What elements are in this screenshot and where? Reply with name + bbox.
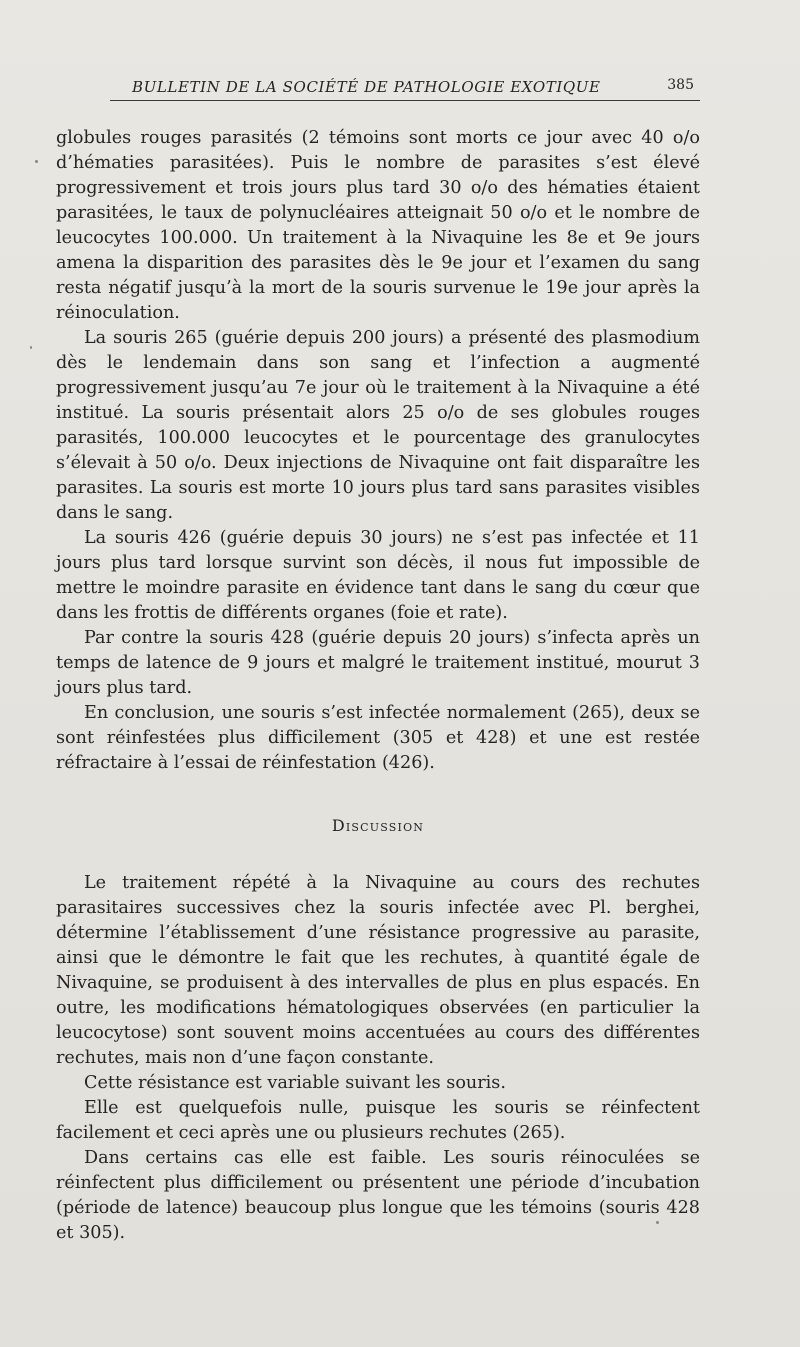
running-header xyxy=(110,76,700,101)
section-title-discussion: Discussion xyxy=(331,816,425,835)
page-number: 385 xyxy=(667,77,694,93)
paragraph-discussion-2: Cette résistance est variable suivant les souris. xyxy=(84,1073,506,1093)
paper-speck xyxy=(35,160,38,163)
paragraph-souris-428: Par contre la souris 428 (guérie depuis 20 jours) s’infecta après un temps de latence de 9 jours et malgré le traitement institué, mourut 3 jours plus tard. xyxy=(56,628,700,698)
paragraph-souris-426: La souris 426 (guérie depuis 30 jours) ne s’est pas infectée et 11 jours plus tard lorsque survint son décès, il nous fut impossible de mettre le moindre parasite en évidence tant dans le sang du cœur que dans les frottis de différents organes (foie et rate). xyxy=(56,528,700,623)
paragraph-souris-265: La souris 265 (guérie depuis 200 jours) a présenté des plasmodium dès le lendemain dans son sang et l’infection a augmenté progressivement jusqu’au 7e jour où le traitement à la Nivaquine a été institué. La souris présentait alors 25 o/o de ses globules rouges parasités, 100.000 leucocytes et le pourcentage des granulocytes s’élevait à 50 o/o. Deux injections de Nivaquine ont fait disparaître les parasites. La souris est morte 10 jours plus tard sans parasites visibles dans le sang. xyxy=(56,328,700,523)
paragraph-discussion-1: Le traitement répété à la Nivaquine au cours des rechutes parasitaires successives chez la souris infectée avec Pl. berghei, détermine l’établissement d’une résistance progressive au parasite, ainsi que le démontre le fait que les rechutes, à quantité égale de Nivaquine, se produisent à des intervalles de plus en plus espacés. En outre, les modifications hématologiques observées (en particulier la leucocytose) sont souvent moins accentuées au cours des différentes rechutes, mais non d’une façon constante. xyxy=(56,873,700,1068)
paragraph-discussion-4: Dans certains cas elle est faible. Les souris réinoculées se réinfectent plus difficilement ou présentent une période d’incubation (période de latence) beaucoup plus longue que les témoins (souris 428 et 305). xyxy=(56,1148,700,1243)
paragraph-discussion-3: Elle est quelquefois nulle, puisque les souris se réinfectent facilement et ceci après une ou plusieurs rechutes (265). xyxy=(56,1098,700,1143)
article-body xyxy=(56,126,700,1246)
paper-speck xyxy=(30,346,32,349)
journal-title: BULLETIN DE LA SOCIÉTÉ DE PATHOLOGIE EXOTIQUE xyxy=(132,78,601,96)
paper-speck xyxy=(656,1221,659,1224)
paragraph-conclusion: En conclusion, une souris s’est infectée normalement (265), deux se sont réinfestées plus difficilement (305 et 428) et une est restée réfractaire à l’essai de réinfestation (426). xyxy=(56,703,700,773)
paragraph-continued: globules rouges parasités (2 témoins sont morts ce jour avec 40 o/o d’hématies parasitées). Puis le nombre de parasites s’est élevé progressivement et trois jours plus tard 30 o/o des hématies étaient parasitées, le taux de polynucléaires atteignait 50 o/o et le nombre de leucocytes 100.000. Un traitement à la Nivaquine les 8e et 9e jours amena la disparition des parasites dès le 9e jour et l’examen du sang resta négatif jusqu’à la mort de la souris survenue le 19e jour après la réinoculation. xyxy=(56,128,700,323)
